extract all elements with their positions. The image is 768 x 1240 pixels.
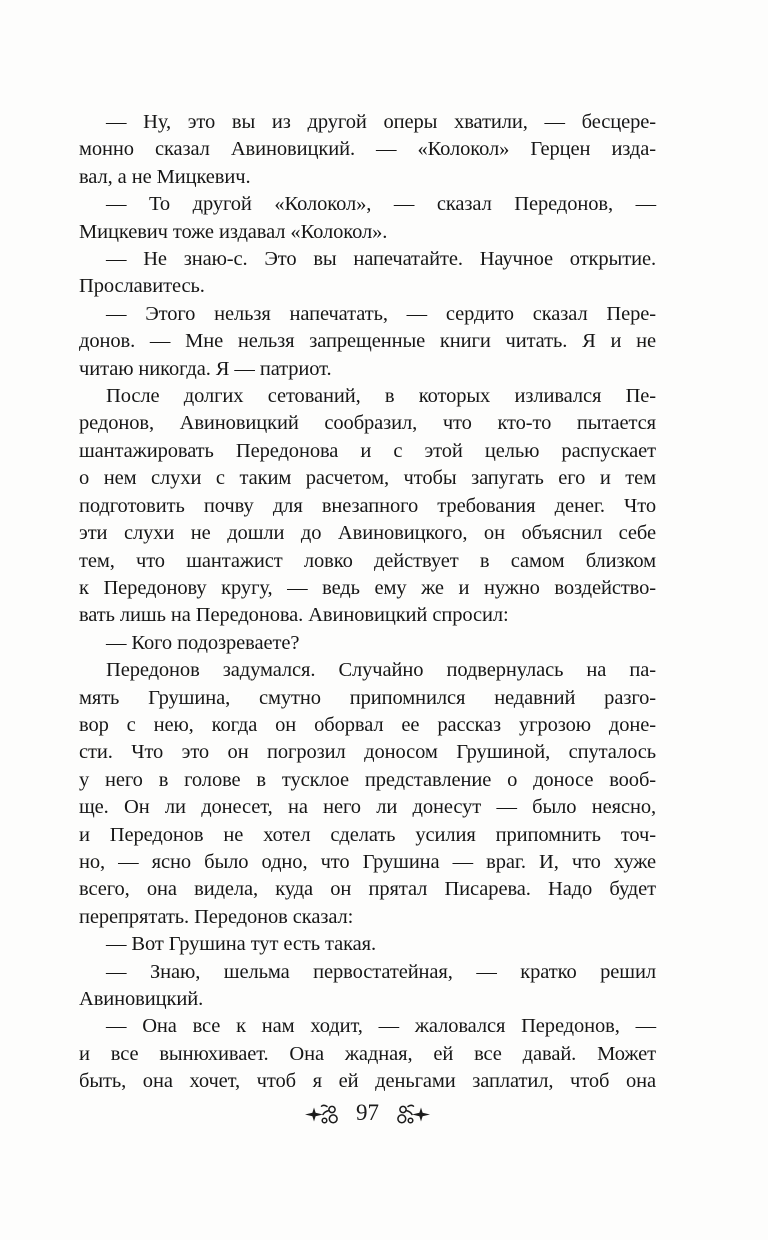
text-line: и Передонов не хотел сделать усилия припомнить точ- — [79, 823, 656, 846]
text-line: донов. — Мне нельзя запрещенные книги читать. Я и не — [79, 330, 656, 353]
page-footer — [79, 1101, 656, 1126]
text-line: — Кого подозреваете? — [106, 631, 300, 654]
text-line: быть, она хочет, чтоб я ей деньгами заплатил, чтоб она — [79, 1070, 656, 1093]
text-line: Авиновицкий. — [79, 988, 204, 1010]
text-line: — Вот Грушина тут есть такая. — [106, 933, 376, 956]
text-line: мять Грушина, смутно припомнился недавний разго- — [79, 686, 656, 709]
text-line: — Ну, это вы из другой оперы хватили, — бесцере- — [106, 111, 656, 133]
text-line: — Знаю, шельма первостатейная, — кратко решил — [106, 960, 656, 983]
text-line: Передонов задумался. Случайно подвернулась на па- — [106, 659, 656, 682]
text-line: вор с нею, когда он оборвал ее рассказ угрозою доне- — [79, 713, 656, 736]
text-line: о нем слухи с таким расчетом, чтобы запугать его и тем — [79, 467, 656, 490]
text-line: всего, она видела, куда он прятал Писарева. Надо будет — [79, 878, 656, 901]
text-line: монно сказал Авиновицкий. — «Колокол» Герцен изда- — [79, 138, 656, 161]
text-line: к Передонову кругу, — ведь ему же и нужно воздейство- — [79, 576, 656, 599]
text-line: эти слухи не дошли до Авиновицкого, он объяснил себе — [79, 522, 656, 545]
text-line: сти. Что это он погрозил доносом Грушиной, спуталось — [79, 741, 656, 764]
text-line: тем, что шантажист ловко действует в самом близком — [79, 549, 656, 572]
text-line: ще. Он ли донесет, на него ли донесут — было неясно, — [79, 796, 656, 819]
text-line: — То другой «Колокол», — сказал Передонов, — — [106, 193, 656, 216]
fleuron-left-icon — [304, 1102, 340, 1126]
text-line: но, — ясно было одно, что Грушина — враг. И, что хуже — [79, 850, 656, 873]
text-line: редонов, Авиновицкий сообразил, что кто-то пытается — [79, 412, 656, 435]
text-line: подготовить почву для внезапного требования денег. Что — [79, 494, 656, 517]
text-line: и все вынюхивает. Она жадная, ей все давай. Может — [79, 1042, 656, 1065]
text-line: — Она все к нам ходит, — жаловался Передонов, — — [106, 1015, 656, 1038]
text-line: читаю никогда. Я — патриот. — [79, 357, 332, 380]
text-block — [79, 109, 656, 1096]
page-number: 97 — [356, 1100, 379, 1125]
text-line: шантажировать Передонова и с этой целью распускает — [79, 439, 656, 462]
text-line: у него в голове в тусклое представление о доносе вооб- — [79, 768, 656, 791]
text-line: перепрятать. Передонов сказал: — [79, 905, 354, 928]
text-line: После долгих сетований, в которых изливался Пе- — [106, 385, 656, 408]
text-line: — Этого нельзя напечатать, — сердито сказал Пере- — [106, 302, 656, 325]
text-line: Мицкевич тоже издавал «Колокол». — [79, 220, 388, 243]
text-line: — Не знаю-с. Это вы напечатайте. Научное открытие. — [106, 248, 656, 271]
text-line: вал, а не Мицкевич. — [79, 165, 251, 188]
text-line: Прославитесь. — [79, 275, 205, 298]
text-line: вать лишь на Передонова. Авиновицкий спросил: — [79, 604, 509, 627]
fleuron-right-icon — [395, 1102, 431, 1126]
